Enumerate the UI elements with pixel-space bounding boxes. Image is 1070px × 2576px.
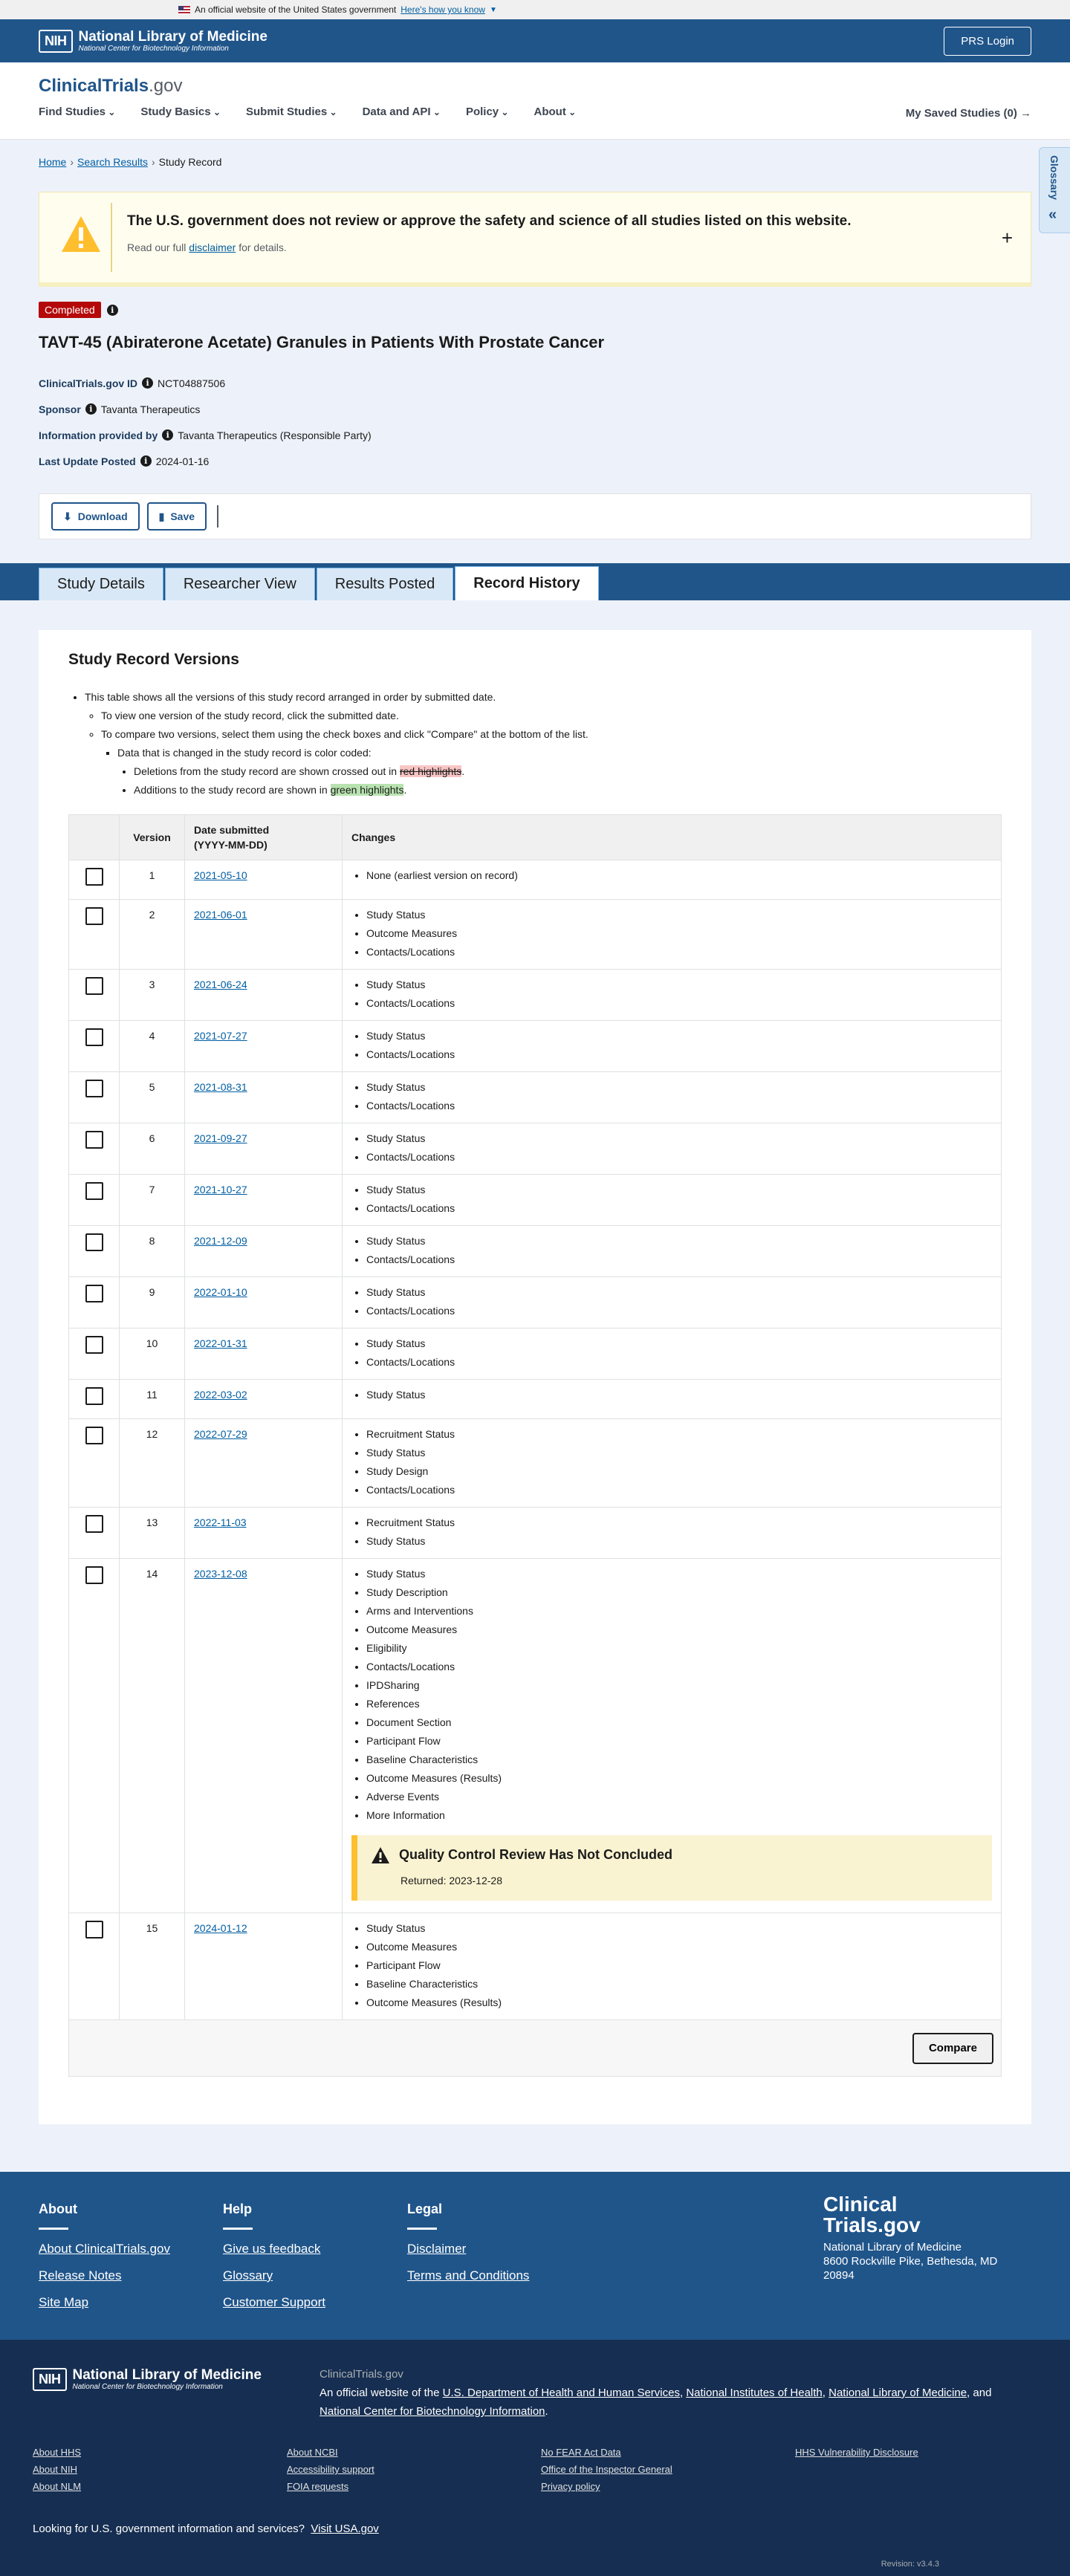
version-number: 6 <box>120 1123 185 1175</box>
version-date-link[interactable]: 2021-06-24 <box>194 979 247 990</box>
footer-bottom-links <box>33 2447 1037 2492</box>
nct-id: NCT04887506 <box>158 377 226 389</box>
changes-list <box>351 906 992 961</box>
changes-list <box>351 1283 992 1320</box>
us-flag-icon <box>178 6 190 14</box>
change-item: • Study Status <box>366 1283 992 1302</box>
footer-link[interactable]: Customer Support <box>223 2295 325 2309</box>
table-row <box>69 1559 1002 1913</box>
table-row <box>69 1508 1002 1559</box>
version-number: 2 <box>120 900 185 970</box>
footer-bottom-link[interactable]: Privacy policy <box>541 2481 600 2492</box>
table-row <box>69 1226 1002 1277</box>
footer-link[interactable]: Site Map <box>39 2295 89 2309</box>
nih-header <box>0 19 1070 62</box>
action-bar <box>39 493 1031 539</box>
footer-bottom-link[interactable]: About NIH <box>33 2464 77 2475</box>
version-date-link[interactable]: 2021-05-10 <box>194 869 247 881</box>
footer-bottom <box>0 2340 1070 2576</box>
version-number: 8 <box>120 1226 185 1277</box>
usa-gov-link[interactable]: Visit USA.gov <box>311 2523 379 2535</box>
change-item: • Contacts/Locations <box>366 1658 992 1676</box>
change-item: • Outcome Measures (Results) <box>366 1769 992 1788</box>
col-version: Version <box>120 815 185 860</box>
info-icon[interactable]: i <box>142 377 153 389</box>
version-number: 5 <box>120 1072 185 1123</box>
version-checkbox[interactable] <box>85 1566 103 1584</box>
changes-list <box>351 1129 992 1167</box>
change-item: • Study Status <box>366 1444 992 1462</box>
footer-bottom-link[interactable]: FOIA requests <box>287 2481 349 2492</box>
breadcrumb-search-results[interactable]: Search Results <box>77 156 148 168</box>
ncbi-link[interactable]: National Center for Biotechnology Information <box>320 2405 545 2418</box>
footer-link[interactable]: Give us feedback <box>223 2242 321 2256</box>
version-date-link[interactable]: 2023-12-08 <box>194 1568 247 1580</box>
version-checkbox[interactable] <box>85 977 103 995</box>
id-label: ClinicalTrials.gov ID <box>39 377 138 389</box>
changes-list <box>351 1027 992 1064</box>
change-item: • Contacts/Locations <box>366 1353 992 1372</box>
changes-list <box>351 1514 992 1551</box>
change-item: • Outcome Measures <box>366 1938 992 1956</box>
version-date-link[interactable]: 2022-01-10 <box>194 1286 247 1298</box>
version-checkbox[interactable] <box>85 1028 103 1046</box>
version-checkbox[interactable] <box>85 1080 103 1097</box>
clinicaltrials-logo[interactable]: ClinicalTrials.gov <box>39 76 183 96</box>
main-nav <box>39 106 1031 118</box>
info-icon[interactable]: i <box>162 429 173 441</box>
tab-bar <box>0 563 1070 600</box>
change-item: • Outcome Measures <box>366 924 992 943</box>
col-date: Date submitted (YYYY-MM-DD) <box>185 815 343 860</box>
tab-researcher-view[interactable]: Researcher View <box>165 568 315 600</box>
change-item: • Participant Flow <box>366 1732 992 1751</box>
table-row <box>69 1072 1002 1123</box>
change-item: • Contacts/Locations <box>366 1199 992 1218</box>
instruction-item: • Additions to the study record are shown in green highlights. <box>134 781 1002 799</box>
changes-list <box>351 1334 992 1372</box>
download-icon: ⬇ <box>63 510 72 522</box>
download-button[interactable]: ⬇ Download <box>51 502 140 531</box>
action-divider <box>217 505 218 528</box>
warning-icon <box>371 1846 390 1864</box>
version-number: 11 <box>120 1380 185 1419</box>
compare-button[interactable]: Compare <box>912 2033 993 2064</box>
change-item: • Contacts/Locations <box>366 1481 992 1499</box>
how-you-know-link[interactable]: Here's how you know <box>401 4 485 15</box>
version-number: 3 <box>120 970 185 1021</box>
version-number: 13 <box>120 1508 185 1559</box>
alert-title: The U.S. government does not review or approve the safety and science of all studies listed on this website. <box>127 213 852 229</box>
version-date-link[interactable]: 2022-11-03 <box>194 1516 247 1528</box>
changes-list <box>351 1919 992 2012</box>
warning-icon <box>60 215 102 253</box>
version-checkbox[interactable] <box>85 1336 103 1354</box>
table-row <box>69 1380 1002 1419</box>
addition-sample: green highlights <box>330 784 404 796</box>
footer-bottom-link[interactable]: About NCBI <box>287 2447 338 2458</box>
change-item: • Study Status <box>366 1919 992 1938</box>
table-row <box>69 900 1002 970</box>
footer-bottom-link[interactable]: About NLM <box>33 2481 82 2492</box>
footer-link[interactable]: Glossary <box>223 2268 273 2283</box>
nih-logo[interactable] <box>39 30 268 53</box>
change-item: • Outcome Measures (Results) <box>366 1993 992 2012</box>
glossary-label: Glossary <box>1048 155 1060 200</box>
footer-link[interactable]: Disclaimer <box>407 2242 467 2256</box>
version-date-link[interactable]: 2022-07-29 <box>194 1428 247 1440</box>
change-item: • Participant Flow <box>366 1956 992 1975</box>
change-item: • Study Status <box>366 1232 992 1250</box>
instruction-item: • This table shows all the versions of this study record arranged in order by submitted date. <box>85 688 1002 707</box>
change-item: • Contacts/Locations <box>366 943 992 961</box>
version-checkbox[interactable] <box>85 907 103 925</box>
sponsor-label: Sponsor <box>39 403 81 415</box>
change-item: • Study Design <box>366 1462 992 1481</box>
table-row <box>69 1277 1002 1328</box>
chevron-down-icon: ▼ <box>489 5 497 14</box>
footer-nih-logo[interactable]: NIH National Library of Medicine National Center for Biotechnology Information <box>33 2368 1037 2391</box>
nav-submit-studies[interactable]: Submit Studies ⌄ <box>246 106 337 118</box>
footer-description: ClinicalTrials.gov An official website of the U.S. Department of Health and Human Services, National Institutes of Health, National Library of Medicine, and National Center for Biotechnology Information. <box>320 2368 992 2418</box>
last-update-value: 2024-01-16 <box>155 455 210 467</box>
change-item: • Study Status <box>366 976 992 994</box>
study-meta <box>39 370 1031 474</box>
change-item: • Study Status <box>366 1334 992 1353</box>
version-checkbox[interactable] <box>85 868 103 886</box>
version-date-link[interactable]: 2021-06-01 <box>194 909 247 921</box>
study-title: TAVT-45 (Abiraterone Acetate) Granules in Patients With Prostate Cancer <box>39 333 605 351</box>
table-row <box>69 1419 1002 1508</box>
expand-plus-icon[interactable]: + <box>1001 227 1013 249</box>
change-item: • Contacts/Locations <box>366 1148 992 1167</box>
versions-panel <box>39 630 1031 2124</box>
footer-top <box>0 2172 1070 2340</box>
info-icon[interactable]: i <box>140 455 152 467</box>
breadcrumb-home[interactable]: Home <box>39 156 67 168</box>
footer-about: About About ClinicalTrials.gov Release Notes Site Map <box>39 2202 170 2309</box>
version-checkbox[interactable] <box>85 1233 103 1251</box>
table-row <box>69 860 1002 900</box>
arrow-right-icon: → <box>1020 107 1031 120</box>
version-number: 1 <box>120 860 185 900</box>
info-icon[interactable]: i <box>107 305 118 316</box>
deletion-sample: red highlights <box>399 765 462 777</box>
version-date-link[interactable]: 2021-07-27 <box>194 1030 247 1042</box>
prs-login-button[interactable]: PRS Login <box>944 27 1031 56</box>
change-item: • Study Status <box>366 1027 992 1045</box>
version-number: 10 <box>120 1328 185 1380</box>
nav-policy[interactable]: Policy ⌄ <box>466 106 509 118</box>
info-icon[interactable]: i <box>85 403 97 415</box>
change-item: • Eligibility <box>366 1639 992 1658</box>
change-item: • None (earliest version on record) <box>366 866 992 885</box>
table-row <box>69 1913 1002 2020</box>
nih-link[interactable]: National Institutes of Health <box>686 2387 823 2399</box>
version-date-link[interactable]: 2021-09-27 <box>194 1132 247 1144</box>
footer-link[interactable]: Terms and Conditions <box>407 2268 530 2283</box>
nav-study-basics[interactable]: Study Basics ⌄ <box>140 106 221 118</box>
version-date-link[interactable]: 2022-01-31 <box>194 1337 247 1349</box>
table-row <box>69 1328 1002 1380</box>
version-number: 9 <box>120 1277 185 1328</box>
change-item: • Baseline Characteristics <box>366 1975 992 1993</box>
nlm-name: National Library of Medicine <box>78 28 268 45</box>
tab-study-details[interactable]: Study Details <box>39 568 163 600</box>
nih-badge: NIH <box>39 30 73 53</box>
changes-list <box>351 1425 992 1499</box>
nav-find-studies[interactable]: Find Studies ⌄ <box>39 106 115 118</box>
version-number: 12 <box>120 1419 185 1508</box>
change-item: • Study Status <box>366 1129 992 1148</box>
footer-link[interactable]: About ClinicalTrials.gov <box>39 2242 170 2256</box>
disclaimer-link[interactable]: disclaimer <box>189 241 236 253</box>
gov-banner-text: An official website of the United States government <box>195 4 397 15</box>
versions-heading: Study Record Versions <box>68 651 239 668</box>
footer-legal: Legal Disclaimer Terms and Conditions <box>407 2202 530 2283</box>
gov-banner <box>0 0 1070 19</box>
usa-gov-line: Looking for U.S. government information and services? Visit USA.gov <box>33 2523 379 2535</box>
double-chevron-left-icon: « <box>1048 207 1057 223</box>
version-date-link[interactable]: 2024-01-12 <box>194 1922 247 1934</box>
ncbi-name: National Center for Biotechnology Information <box>78 44 229 53</box>
table-row <box>69 1175 1002 1226</box>
version-date-link[interactable]: 2021-08-31 <box>194 1081 247 1093</box>
compare-row <box>68 2020 1002 2077</box>
change-item: • More Information <box>366 1806 992 1825</box>
footer-link[interactable]: Release Notes <box>39 2268 122 2283</box>
change-item: • Study Status <box>366 1386 992 1404</box>
change-item: • Recruitment Status <box>366 1514 992 1532</box>
version-number: 7 <box>120 1175 185 1226</box>
table-row <box>69 1021 1002 1072</box>
table-row <box>69 1123 1002 1175</box>
status-badge: Completed <box>39 302 101 318</box>
hhs-link[interactable]: U.S. Department of Health and Human Services <box>442 2387 680 2399</box>
disclaimer-alert <box>39 192 1031 287</box>
nav-about[interactable]: About ⌄ <box>534 106 577 118</box>
version-date-link[interactable]: 2021-12-09 <box>194 1235 247 1247</box>
version-checkbox[interactable] <box>85 1515 103 1533</box>
version-checkbox[interactable] <box>85 1285 103 1302</box>
footer-bottom-link[interactable]: Office of the Inspector General <box>541 2464 672 2475</box>
version-checkbox[interactable] <box>85 1182 103 1200</box>
change-item: • Document Section <box>366 1713 992 1732</box>
changes-list <box>351 1078 992 1115</box>
table-row <box>69 970 1002 1021</box>
change-item: • Study Status <box>366 1565 992 1583</box>
breadcrumb-current: Study Record <box>158 156 222 168</box>
changes-list <box>351 1565 992 1825</box>
tab-results-posted[interactable]: Results Posted <box>317 568 454 600</box>
change-item: • Outcome Measures <box>366 1620 992 1639</box>
change-item: • Study Description <box>366 1583 992 1602</box>
bookmark-icon: ▮ <box>158 510 165 522</box>
change-item: • Study Status <box>366 1532 992 1551</box>
sponsor-value: Tavanta Therapeutics <box>100 403 201 415</box>
change-item: • Contacts/Locations <box>366 994 992 1013</box>
changes-list <box>351 976 992 1013</box>
glossary-tab[interactable] <box>1039 147 1070 233</box>
footer-brand: Clinical Trials.gov National Library of Medicine 8600 Rockville Pike, Bethesda, MD 20894 <box>823 2193 998 2282</box>
change-item: • Study Status <box>366 1181 992 1199</box>
nav-data-api[interactable]: Data and API ⌄ <box>363 106 441 118</box>
provided-by-label: Information provided by <box>39 429 158 441</box>
version-date-link[interactable]: 2022-03-02 <box>194 1389 247 1401</box>
change-item: • Contacts/Locations <box>366 1250 992 1269</box>
version-checkbox[interactable] <box>85 1131 103 1149</box>
instruction-item: • Deletions from the study record are shown crossed out in red highlights. <box>134 762 1002 781</box>
footer-bottom-link[interactable]: No FEAR Act Data <box>541 2447 621 2458</box>
changes-list <box>351 1386 992 1404</box>
alert-divider <box>111 203 112 272</box>
instruction-item: ◦ To compare two versions, select them using the check boxes and click "Compare" at the bottom of the list. <box>101 725 1002 744</box>
footer-bottom-link[interactable]: About HHS <box>33 2447 82 2458</box>
version-number: 4 <box>120 1021 185 1072</box>
col-changes: Changes <box>343 815 1002 860</box>
version-checkbox[interactable] <box>85 1921 103 1939</box>
change-item: • Contacts/Locations <box>366 1097 992 1115</box>
changes-list <box>351 1232 992 1269</box>
revision: Revision: v3.4.3 <box>881 2560 939 2569</box>
site-header <box>0 62 1070 140</box>
footer-bottom-link[interactable]: Accessibility support <box>287 2464 374 2475</box>
version-number: 14 <box>120 1559 185 1913</box>
version-number: 15 <box>120 1913 185 2020</box>
changes-list <box>351 1181 992 1218</box>
alert-body: Read our full disclaimer for details. <box>127 241 287 253</box>
change-item: • Study Status <box>366 1078 992 1097</box>
save-button[interactable]: ▮ Save <box>147 502 207 531</box>
footer-bottom-link[interactable]: HHS Vulnerability Disclosure <box>795 2447 918 2458</box>
provided-by-value: Tavanta Therapeutics (Responsible Party) <box>178 429 372 441</box>
instruction-item: ◦ To view one version of the study record, click the submitted date. <box>101 707 1002 725</box>
change-item: • Contacts/Locations <box>366 1302 992 1320</box>
last-update-label: Last Update Posted <box>39 455 136 467</box>
versions-table <box>68 814 1002 2020</box>
version-checkbox[interactable] <box>85 1387 103 1405</box>
tab-record-history[interactable]: Record History <box>455 566 598 600</box>
change-item: • Arms and Interventions <box>366 1602 992 1620</box>
breadcrumb: Home › Search Results › Study Record <box>39 156 222 168</box>
change-item: • Contacts/Locations <box>366 1045 992 1064</box>
version-date-link[interactable]: 2021-10-27 <box>194 1184 247 1195</box>
version-checkbox[interactable] <box>85 1427 103 1444</box>
change-item: • Recruitment Status <box>366 1425 992 1444</box>
instruction-item: ▪ Data that is changed in the study record is color coded: <box>117 744 1002 762</box>
change-item: • IPDSharing <box>366 1676 992 1695</box>
change-item: • Baseline Characteristics <box>366 1751 992 1769</box>
saved-studies-link[interactable]: My Saved Studies (0) → <box>905 107 1031 120</box>
footer-help: Help Give us feedback Glossary Customer Support <box>223 2202 325 2309</box>
change-item: • Adverse Events <box>366 1788 992 1806</box>
nlm-link[interactable]: National Library of Medicine <box>829 2387 967 2399</box>
change-item: • Study Status <box>366 906 992 924</box>
qc-notice: Quality Control Review Has Not Concluded Returned: 2023-12-28 <box>351 1835 992 1901</box>
versions-instructions <box>68 688 1002 799</box>
change-item: • References <box>366 1695 992 1713</box>
changes-list <box>351 866 992 885</box>
